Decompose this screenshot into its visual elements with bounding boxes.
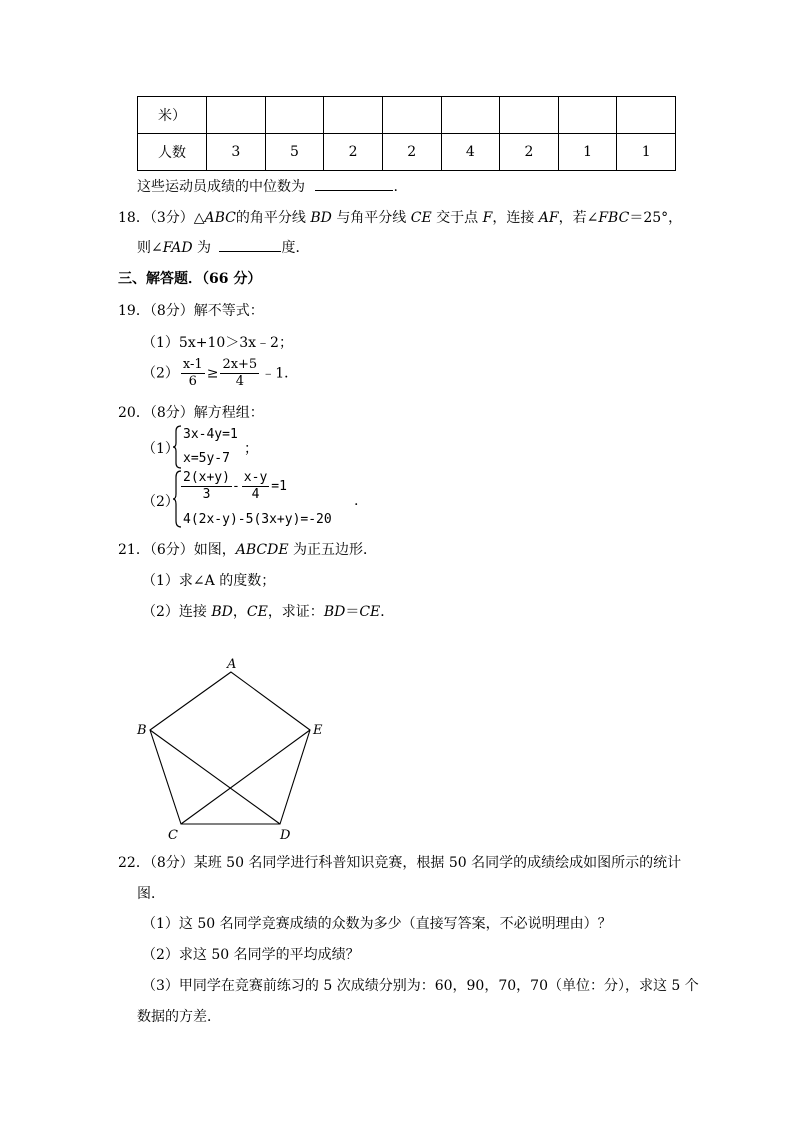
table-cell bbox=[500, 97, 559, 134]
table-cell: 1 bbox=[558, 134, 617, 171]
q19-p2-tail: ﹣1． bbox=[261, 365, 299, 382]
q18-text: 交于点 bbox=[436, 210, 479, 226]
fraction-denominator: 4 bbox=[251, 487, 260, 502]
q21-text: 21．（6分）如图， bbox=[118, 542, 236, 558]
q18-text: 为 bbox=[197, 240, 212, 256]
fraction bbox=[242, 470, 269, 503]
q18-var: F bbox=[482, 210, 493, 226]
table-cell: 4 bbox=[441, 134, 500, 171]
q18-text: 的角平分线 bbox=[235, 210, 306, 226]
q21-var: CE bbox=[246, 604, 268, 620]
q20-p1-eq2: x=5y-7 bbox=[183, 451, 230, 466]
q20-p2-eq2: 4(2x-y)-5(3x+y)=-20 bbox=[183, 512, 332, 527]
q19-p2-label: （2） bbox=[142, 365, 179, 382]
question-19-heading: 19．（8分）解不等式： bbox=[118, 303, 264, 319]
q22-part2: （2）求这 50 名同学的平均成绩？ bbox=[142, 947, 360, 963]
q17-end: . bbox=[393, 179, 398, 195]
relation: ≥ bbox=[206, 365, 219, 382]
diagonal-bd bbox=[150, 730, 280, 824]
vertex-label-e: E bbox=[313, 723, 323, 738]
diagonal-ce bbox=[181, 730, 310, 824]
table-cell bbox=[382, 97, 441, 134]
fraction-numerator: 2(x+y) bbox=[183, 470, 230, 485]
q20-p2-eq1 bbox=[181, 470, 287, 503]
q21-part1: （1）求∠A 的度数； bbox=[142, 573, 276, 589]
q18-text: 与角平分线 bbox=[336, 210, 407, 226]
table-cell: 1 bbox=[617, 134, 676, 171]
table-cell: 2 bbox=[382, 134, 441, 171]
question-18 bbox=[118, 207, 682, 227]
q18-text: △ bbox=[193, 210, 205, 226]
q18-var: FBC bbox=[598, 210, 630, 226]
table-cell bbox=[617, 97, 676, 134]
q21-text: 为正五边形． bbox=[293, 542, 378, 558]
q18-var: FAD bbox=[162, 240, 193, 256]
q18-var: AF bbox=[538, 210, 559, 226]
q20-p1-label: （1） bbox=[142, 441, 179, 457]
table-cell bbox=[207, 97, 266, 134]
q20-p1-eq1: 3x-4y=1 bbox=[183, 427, 238, 442]
question-20-heading: 20．（8分）解方程组： bbox=[118, 405, 264, 421]
question-21-heading bbox=[118, 539, 377, 559]
fraction-denominator: 4 bbox=[235, 374, 244, 389]
q21-var: BD bbox=[211, 604, 233, 620]
answer-blank bbox=[315, 190, 393, 191]
q21-text: ＝ bbox=[345, 604, 360, 620]
table-cell: 2 bbox=[500, 134, 559, 171]
table-cell: 2 bbox=[324, 134, 383, 171]
q20-p1-tail: ； bbox=[244, 441, 258, 457]
q22-part1: （1）这 50 名同学竞赛成绩的众数为多少（直接写答案，不必说明理由）？ bbox=[142, 916, 612, 932]
q18-var: ABC bbox=[204, 210, 236, 226]
fraction-denominator: 3 bbox=[202, 487, 211, 502]
q20-p2-tail: . bbox=[354, 493, 359, 509]
q21-var: CE bbox=[359, 604, 381, 620]
vertex-label-b: B bbox=[137, 723, 147, 738]
score-table bbox=[137, 96, 676, 171]
q21-text: （2）连接 bbox=[142, 604, 212, 620]
q21-part2 bbox=[142, 601, 394, 621]
fraction bbox=[220, 357, 259, 390]
table-row bbox=[138, 134, 676, 171]
table-cell bbox=[324, 97, 383, 134]
table-cell: 米） bbox=[138, 97, 207, 134]
q18-number: 18．（3分） bbox=[118, 210, 194, 226]
question-18-line2 bbox=[137, 237, 309, 257]
vertex-label-d: D bbox=[280, 828, 291, 843]
q18-text: ＝25°， bbox=[629, 210, 683, 226]
q18-text: ，连接 bbox=[492, 210, 535, 226]
minus-sign: - bbox=[231, 479, 240, 494]
table-cell bbox=[265, 97, 324, 134]
q17-text: 这些运动员成绩的中位数为 bbox=[137, 179, 305, 195]
q21-var: BD bbox=[323, 604, 346, 620]
table-cell: 人数 bbox=[138, 134, 207, 171]
q18-var: BD bbox=[310, 210, 332, 226]
section-heading: 三、解答题．（66 分） bbox=[118, 271, 262, 287]
q19-part1: （1）5x+10＞3x﹣2； bbox=[142, 335, 293, 351]
q22-part3: （3）甲同学在竞赛前练习的 5 次成绩分别为：60，90，70，70（单位：分），求这 5 个 bbox=[142, 978, 699, 994]
vertex-label-c: C bbox=[168, 828, 178, 843]
question-22-line1: 22．（8分）某班 50 名同学进行科普知识竞赛，根据 50 名同学的成绩绘成如图所示的统计 bbox=[118, 855, 682, 871]
q18-text: ，若∠ bbox=[558, 210, 599, 226]
q19-part2 bbox=[142, 357, 298, 390]
fraction-numerator: x-1 bbox=[182, 357, 203, 372]
q21-var: ABCDE bbox=[235, 542, 289, 558]
fraction-denominator: 6 bbox=[188, 374, 197, 389]
table-cell bbox=[558, 97, 617, 134]
table-cell bbox=[441, 97, 500, 134]
q18-text: 则∠ bbox=[137, 240, 163, 256]
q22-part4: 数据的方差． bbox=[137, 1009, 221, 1025]
table-row bbox=[138, 97, 676, 134]
pentagon-figure bbox=[130, 650, 340, 850]
q21-text: ． bbox=[380, 604, 395, 620]
vertex-label-a: A bbox=[227, 657, 237, 672]
fraction bbox=[181, 357, 205, 390]
q21-text: ， bbox=[232, 604, 247, 620]
fraction-numerator: x-y bbox=[243, 470, 268, 485]
q18-text: 度． bbox=[281, 240, 310, 256]
question-22-line2: 图． bbox=[137, 886, 165, 902]
left-brace-icon bbox=[172, 425, 182, 469]
q20-p2-label: （2） bbox=[142, 494, 179, 510]
q21-text: ，求证： bbox=[267, 604, 324, 620]
q18-var: CE bbox=[410, 210, 432, 226]
equation-tail: =1 bbox=[271, 479, 287, 494]
fraction bbox=[181, 470, 232, 503]
answer-blank bbox=[219, 251, 281, 252]
table-cell: 5 bbox=[265, 134, 324, 171]
fraction-numerator: 2x+5 bbox=[222, 357, 258, 372]
table-cell: 3 bbox=[207, 134, 266, 171]
q17-tail bbox=[137, 176, 398, 196]
